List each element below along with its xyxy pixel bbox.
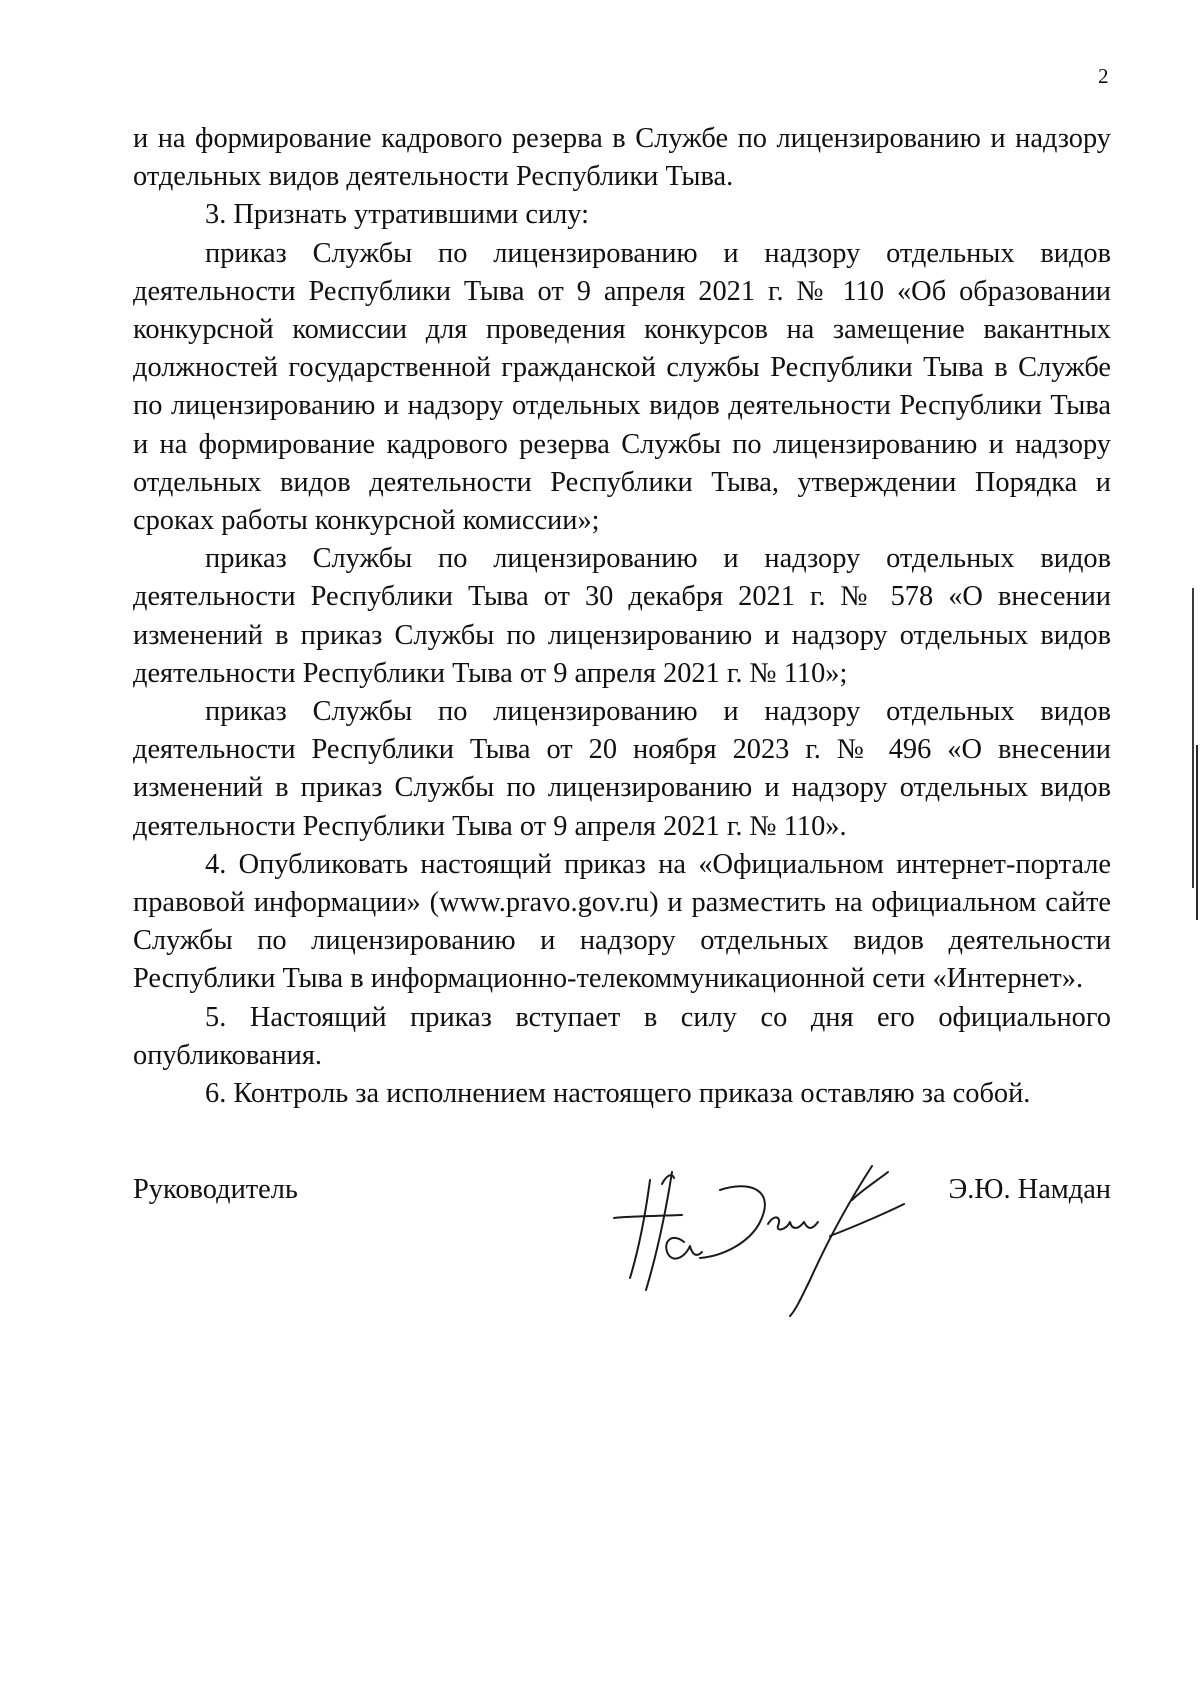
handwritten-signature (600, 1160, 920, 1320)
paragraph-item-5: 5. Настоящий приказ вступает в силу со дня его официального опубликования. (133, 1001, 1111, 1071)
paragraph-continuation: и на формирование кадрового резерва в Службе по лицензированию и надзору отдельных видов деятельности Республики Тыва. (133, 123, 1111, 193)
signatory-name: Э.Ю. Намдан (948, 1174, 1111, 1205)
paragraph-item-3: 3. Признать утратившими силу: (205, 199, 590, 231)
paragraph-repealed-order-110: приказ Службы по лицензированию и надзору отдельных видов деятельности Республики Тыва от 9 апреля 2021 г. № 110 «Об образовании конкурсной комиссии для проведения конкурсов на замещение вакантных должностей государственной гражданской службы Республики Тыва в Службе по лицензированию и надзору отдельных видов деятельности Республики Тыва и на формирование кадрового резерва Службы по лицензированию и надзору отдельных видов деятельности Республики Тыва, утверждении Порядка и сроках работы конкурсной комиссии»; (133, 237, 1111, 537)
page-number: 2 (1098, 64, 1109, 88)
paragraph-item-6: 6. Контроль за исполнением настоящего приказа оставляю за собой. (205, 1078, 1031, 1110)
paragraph-repealed-order-496: приказ Службы по лицензированию и надзору отдельных видов деятельности Республики Тыва от 20 ноября 2023 г. № 496 «О внесении изменений в приказ Службы по лицензированию и надзору отдельных видов деятельности Республики Тыва от 9 апреля 2021 г. № 110». (133, 696, 1111, 842)
scan-edge-line (1196, 745, 1198, 920)
document-body (133, 120, 1111, 1113)
scan-edge-line (1192, 588, 1194, 888)
signatory-title: Руководитель (133, 1174, 298, 1205)
paragraph-item-4: 4. Опубликовать настоящий приказ на «Официальном интернет-портале правовой информации» (www.pravo.gov.ru) и разместить на официальном сайте Службы по лицензированию и надзору отдельных видов деятельности Республики Тыва в информационно-телекоммуникационной сети «Интернет». (133, 848, 1111, 995)
paragraph-repealed-order-578: приказ Службы по лицензированию и надзору отдельных видов деятельности Республики Тыва от 30 декабря 2021 г. № 578 «О внесении изменений в приказ Службы по лицензированию и надзору отдельных видов деятельности Республики Тыва от 9 апреля 2021 г. № 110»; (133, 543, 1111, 689)
